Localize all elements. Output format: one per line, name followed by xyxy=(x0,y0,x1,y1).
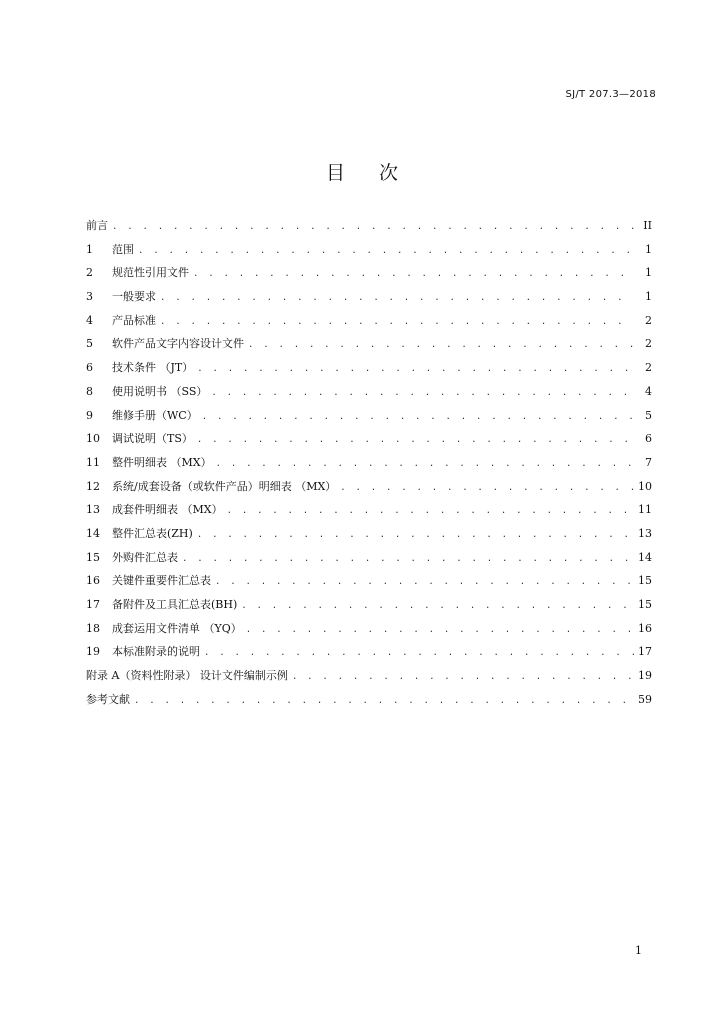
toc-leader-dots xyxy=(248,338,634,352)
toc-leader-dots xyxy=(134,694,634,708)
toc-entry-number: 4 xyxy=(86,313,93,327)
toc-leader-dots xyxy=(215,575,634,589)
toc-entry-page: 2 xyxy=(645,361,652,375)
toc-entry-label: 本标准附录的说明 xyxy=(112,645,200,659)
toc-entry-16[interactable] xyxy=(86,574,652,598)
toc-entry-label: 参考文献 xyxy=(86,692,130,706)
toc-entry-label: 整件汇总表(ZH) xyxy=(112,526,193,540)
toc-entry-page: II xyxy=(643,219,652,232)
toc-entry-12[interactable] xyxy=(86,480,652,504)
toc-entry-17[interactable] xyxy=(86,598,652,622)
toc-entry-page: 13 xyxy=(638,526,652,540)
toc-entry-11[interactable] xyxy=(86,456,652,480)
toc-entry-label: 成套运用文件清单 （YQ） xyxy=(112,621,242,635)
toc-entry-label: 范围 xyxy=(112,242,134,256)
toc-entry-appendix-a[interactable] xyxy=(86,669,652,693)
toc-entry-foreword[interactable] xyxy=(86,219,652,243)
toc-leader-dots xyxy=(193,267,634,281)
toc-leader-dots xyxy=(197,528,634,542)
toc-title: 目 次 xyxy=(325,162,413,184)
toc-entry-page: 2 xyxy=(645,337,652,351)
toc-entry-page: 17 xyxy=(638,645,652,659)
toc-entry-label: 成套件明细表 （MX） xyxy=(112,503,223,517)
toc-entry-5[interactable] xyxy=(86,337,652,361)
toc-entry-number: 2 xyxy=(86,266,93,280)
toc-leader-dots xyxy=(227,504,634,518)
toc-entry-page: 59 xyxy=(638,692,652,706)
toc-entry-page: 1 xyxy=(645,266,652,280)
toc-entry-13[interactable] xyxy=(86,503,652,527)
toc-entry-label: 外购件汇总表 xyxy=(112,550,178,564)
toc-leader-dots xyxy=(246,623,634,637)
toc-entry-label: 一般要求 xyxy=(112,290,156,304)
toc-leader-dots xyxy=(160,315,634,329)
toc-entry-number: 6 xyxy=(86,361,93,375)
toc-leader-dots xyxy=(340,481,634,495)
toc-leader-dots xyxy=(138,244,634,258)
toc-entry-label: 前言 xyxy=(86,219,108,232)
toc-entry-number: 16 xyxy=(86,574,100,588)
toc-leader-dots xyxy=(182,552,634,566)
toc-entry-number: 18 xyxy=(86,621,100,635)
toc-leader-dots xyxy=(241,599,634,613)
toc-entry-4[interactable] xyxy=(86,314,652,338)
toc-entry-label: 附录 A（资料性附录） 设计文件编制示例 xyxy=(86,669,288,683)
toc-leader-dots xyxy=(112,220,634,234)
toc-entry-number: 5 xyxy=(86,337,93,351)
toc-entry-page: 15 xyxy=(638,598,652,611)
toc-entry-page: 11 xyxy=(638,503,652,517)
toc-entry-number: 10 xyxy=(86,432,100,446)
toc-leader-dots xyxy=(216,457,634,471)
toc-entry-label: 维修手册（WC） xyxy=(112,408,198,422)
toc-entry-label: 调试说明（TS） xyxy=(112,432,193,446)
toc-entry-number: 12 xyxy=(86,479,100,493)
toc-entry-number: 15 xyxy=(86,550,100,564)
page-number: 1 xyxy=(635,944,642,957)
toc-entry-label: 系统/成套设备（或软件产品）明细表 （MX） xyxy=(112,479,337,493)
toc-entry-2[interactable] xyxy=(86,266,652,290)
toc-entry-page: 5 xyxy=(645,408,652,422)
toc-entry-14[interactable] xyxy=(86,527,652,551)
toc-entry-label: 规范性引用文件 xyxy=(112,266,189,280)
toc-entry-label: 使用说明书 （SS） xyxy=(112,384,208,398)
toc-entry-page: 6 xyxy=(645,432,652,446)
toc-leader-dots xyxy=(197,362,634,376)
toc-entry-page: 19 xyxy=(638,669,652,683)
toc-entry-number: 13 xyxy=(86,503,100,517)
toc-entry-page: 2 xyxy=(645,313,652,327)
toc-entry-page: 10 xyxy=(638,479,652,493)
toc-entry-18[interactable] xyxy=(86,622,652,646)
toc-entry-label: 关键件重要件汇总表 xyxy=(112,574,211,588)
toc-leader-dots xyxy=(202,410,634,424)
toc-entry-page: 4 xyxy=(645,384,652,398)
toc-entry-bibliography[interactable] xyxy=(86,693,652,717)
toc-entry-number: 1 xyxy=(86,242,93,256)
toc-entry-page: 14 xyxy=(638,550,652,564)
toc-entry-6[interactable] xyxy=(86,361,652,385)
toc-entry-number: 19 xyxy=(86,645,100,659)
toc-leader-dots xyxy=(204,646,634,660)
toc-leader-dots xyxy=(160,291,634,305)
toc-entry-3[interactable] xyxy=(86,290,652,314)
toc-entry-8[interactable] xyxy=(86,385,652,409)
toc-entry-number: 3 xyxy=(86,290,93,304)
toc-entry-label: 软件产品文字内容设计文件 xyxy=(112,337,244,351)
toc-entry-page: 16 xyxy=(638,621,652,635)
toc-leader-dots xyxy=(197,433,634,447)
toc-entry-1[interactable] xyxy=(86,243,652,267)
toc-entry-10[interactable] xyxy=(86,432,652,456)
toc-leader-dots xyxy=(292,670,634,684)
toc-entry-9[interactable] xyxy=(86,409,652,433)
toc-leader-dots xyxy=(211,386,634,400)
toc-entry-label: 产品标准 xyxy=(112,313,156,327)
table-of-contents xyxy=(86,219,652,716)
toc-entry-number: 17 xyxy=(86,598,100,611)
standard-code: SJ/T 207.3—2018 xyxy=(565,89,656,100)
toc-entry-label: 整件明细表 （MX） xyxy=(112,455,212,469)
toc-entry-page: 1 xyxy=(645,290,652,304)
toc-entry-19[interactable] xyxy=(86,645,652,669)
toc-entry-label: 备附件及工具汇总表(BH) xyxy=(112,598,238,611)
toc-entry-page: 1 xyxy=(645,242,652,256)
toc-entry-number: 14 xyxy=(86,526,100,540)
toc-entry-15[interactable] xyxy=(86,551,652,575)
toc-entry-label: 技术条件 （JT） xyxy=(112,361,194,375)
toc-entry-number: 9 xyxy=(86,408,93,422)
toc-entry-page: 7 xyxy=(645,455,652,469)
toc-entry-number: 11 xyxy=(86,455,100,469)
toc-entry-number: 8 xyxy=(86,384,93,398)
toc-entry-page: 15 xyxy=(638,574,652,588)
